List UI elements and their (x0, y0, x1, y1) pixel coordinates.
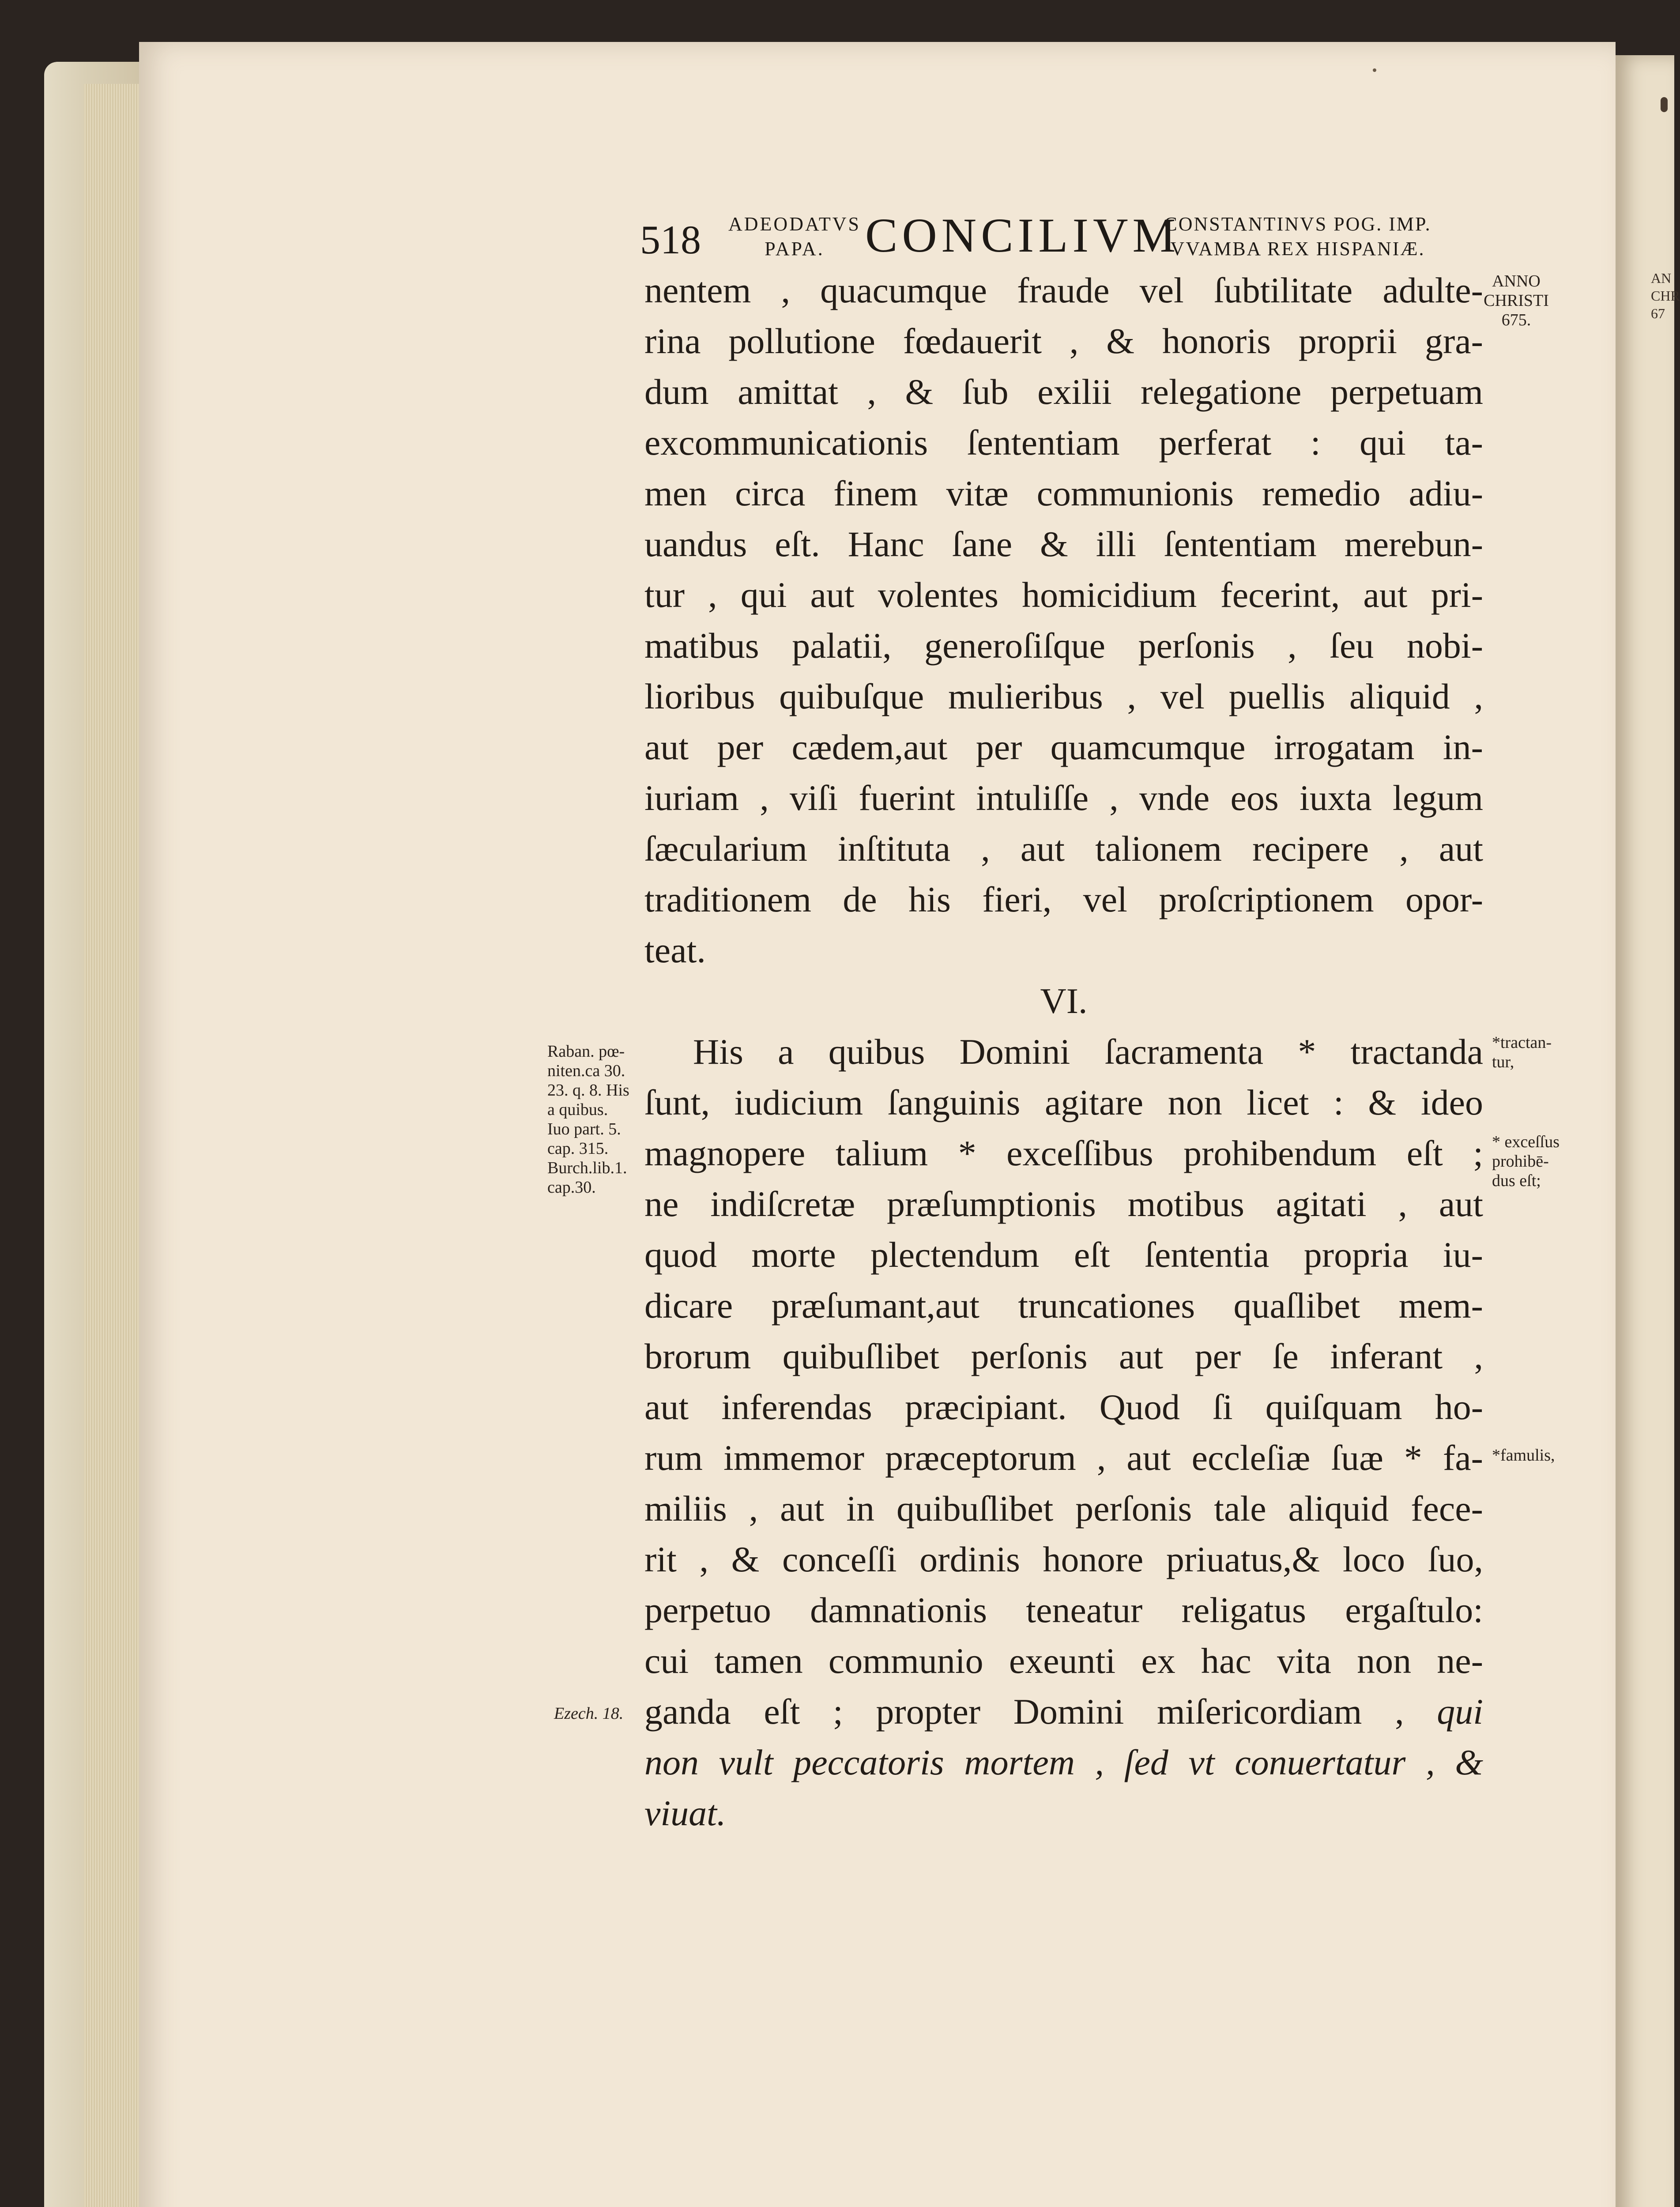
section-line: perpetuo damnationis teneatur religatus ergaſtulo: (644, 1590, 1483, 1630)
body-line: aut per cædem,aut per quamcumque irrogatam in- (644, 727, 1483, 767)
running-title: CONCILIVM (865, 208, 1180, 262)
margin-note-excessus: * exceſſus prohibē- dus eſt; (1492, 1133, 1560, 1190)
italic-line: viuat. (644, 1793, 726, 1833)
margin-left-refs: Raban. pœ- niten.ca 30. 23. q. 8. His a quibus. Iuo part. 5. cap. 315. Burch.lib.1. cap.30. (547, 1042, 629, 1197)
body-line: excommunicationis ſententiam perferat : qui ta- (644, 422, 1483, 463)
section-line: ſunt, iudicium ſanguinis agitare non licet : & ideo (644, 1082, 1483, 1122)
page-number: 518 (640, 217, 701, 262)
italic-line: non vult peccatoris mortem , ſed vt conuertatur , & (644, 1742, 1483, 1782)
margin-note-famulis: *famulis, (1492, 1446, 1555, 1465)
body-line: tur , qui aut volentes homicidium fecerint, aut pri- (644, 575, 1483, 615)
next-page-edge (1616, 55, 1674, 2207)
body-line: nentem , quacumque fraude vel ſubtilitate adulte- (644, 270, 1483, 310)
section-line: magnopere talium * exceſſibus prohibendum eſt ; (644, 1133, 1483, 1173)
section-heading: VI. (1040, 981, 1088, 1021)
body-line: uandus eſt. Hanc ſane & illi ſententiam merebun- (644, 524, 1483, 564)
section-line: brorum quibuſlibet perſonis aut per ſe inferant , (644, 1336, 1483, 1376)
margin-left-ezech: Ezech. 18. (554, 1704, 624, 1723)
section-line: ne indiſcretæ præſumptionis motibus agitati , aut (644, 1184, 1483, 1224)
section-line: rit , & conceſſi ordinis honore priuatus,& loco ſuo, (644, 1539, 1483, 1579)
paper-speck (1373, 68, 1376, 72)
body-line: men circa finem vitæ communionis remedio adiu- (644, 473, 1483, 513)
next-page-fragment: AN CHR 67 (1651, 270, 1680, 321)
section-line: cui tamen communio exeunti ex hac vita non ne- (644, 1641, 1483, 1681)
year-note: ANNO CHRISTI 675. (1484, 272, 1549, 329)
main-text (644, 265, 1483, 1838)
running-head-right: CONSTANTINVS POG. IMP. VVAMBA REX HISPANIÆ. (1164, 213, 1431, 260)
running-head-left: ADEODATVS PAPA. (728, 213, 861, 260)
margin-note-tractantur: *tractan- tur, (1492, 1033, 1552, 1071)
section-line: rum immemor præceptorum , aut eccleſiæ ſuæ * fa- (644, 1438, 1483, 1478)
body-line: matibus palatii, generoſiſque perſonis , ſeu nobi- (644, 625, 1483, 666)
page-stack (84, 84, 146, 2207)
body-line: ſæcularium inſtituta , aut talionem recipere , aut (644, 829, 1483, 869)
section-line: dicare præſumant,aut truncationes quaſlibet mem- (644, 1285, 1483, 1326)
section-line: aut inferendas præcipiant. Quod ſi quiſquam ho- (644, 1387, 1483, 1427)
body-line: traditionem de his fieri, vel proſcriptionem opor- (644, 879, 1483, 919)
paper-speck (1661, 97, 1668, 112)
section-line: quod morte plectendum eſt ſententia propria iu- (644, 1235, 1483, 1275)
body-line: dum amittat , & ſub exilii relegatione perpetuam (644, 372, 1483, 412)
body-line: lioribus quibuſque mulieribus , vel puellis aliquid , (644, 676, 1483, 716)
section-line-with-italic: ganda eſt ; propter Domini miſericordiam , qui (644, 1691, 1483, 1732)
body-line: iuriam , viſi fuerint intuliſſe , vnde eos iuxta legum (644, 778, 1483, 818)
body-line: teat. (644, 930, 706, 970)
section-line: His a quibus Domini ſacramenta * tractanda (693, 1032, 1483, 1072)
body-line: rina pollutione fœdauerit , & honoris proprii gra- (644, 321, 1483, 361)
section-line: miliis , aut in quibuſlibet perſonis tale aliquid fece- (644, 1488, 1483, 1529)
